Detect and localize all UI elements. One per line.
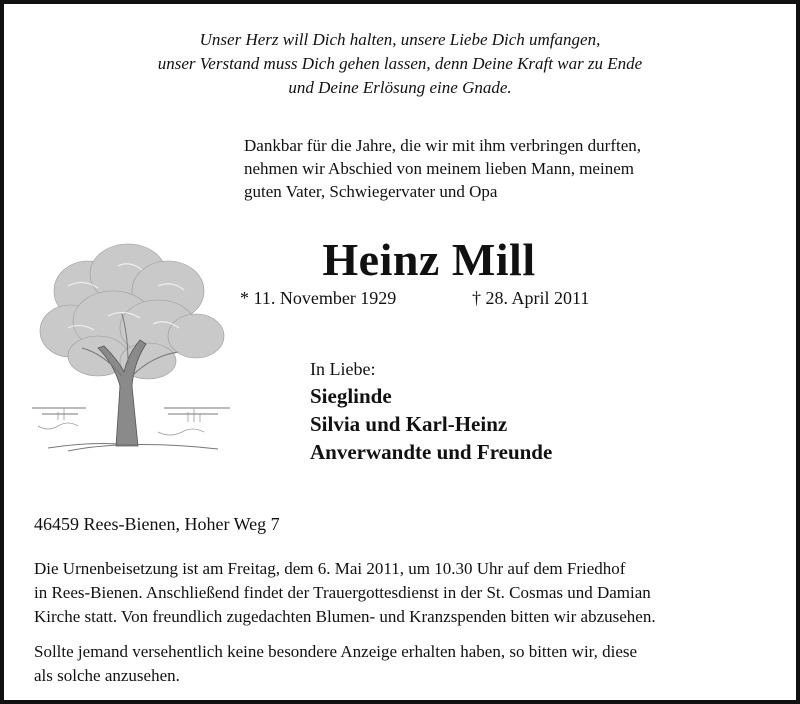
gratitude-line: Dankbar für die Jahre, die wir mit ihm verbringen durften, <box>244 136 642 155</box>
address: 46459 Rees-Bienen, Hoher Weg 7 <box>34 514 280 534</box>
gratitude-line: guten Vater, Schwiegervater und Opa <box>244 182 498 201</box>
mourner-name: Silvia und Karl-Heinz <box>310 412 508 436</box>
poem-line: Unser Herz will Dich halten, unsere Liebe Dich umfangen, <box>199 30 601 49</box>
birth-date: * 11. November 1929 <box>240 288 397 308</box>
funeral-notice-line: in Rees-Bienen. Anschließend findet der Trauergottesdienst in der St. Cosmas und Damian <box>34 583 651 602</box>
funeral-notice-line: Kirche statt. Von freundlich zugedachten Blumen- und Kranzspenden bitten wir abzusehen. <box>34 607 656 626</box>
gratitude-text <box>244 134 641 203</box>
closing-notice <box>34 640 779 688</box>
closing-notice-line: Sollte jemand versehentlich keine besondere Anzeige erhalten haben, so bitten wir, diese <box>34 642 638 661</box>
mourner-name: Anverwandte und Freunde <box>310 440 553 464</box>
poem <box>4 28 796 100</box>
poem-line: und Deine Erlösung eine Gnade. <box>288 78 512 97</box>
gratitude-line: nehmen wir Abschied von meinem lieben Mann, meinem <box>244 159 634 178</box>
poem-line: unser Verstand muss Dich gehen lassen, denn Deine Kraft war zu Ende <box>157 54 643 73</box>
mourners-intro: In Liebe: <box>310 359 376 379</box>
funeral-notice-line: Die Urnenbeisetzung ist am Freitag, dem 6. Mai 2011, um 10.30 Uhr auf dem Friedhof <box>34 559 626 578</box>
deceased-name: Heinz Mill <box>322 234 536 285</box>
mourners-block <box>310 356 552 466</box>
death-date: † 28. April 2011 <box>472 288 590 308</box>
funeral-notice <box>34 557 779 629</box>
closing-notice-line: als solche anzusehen. <box>34 666 180 685</box>
mourner-name: Sieglinde <box>310 384 392 408</box>
